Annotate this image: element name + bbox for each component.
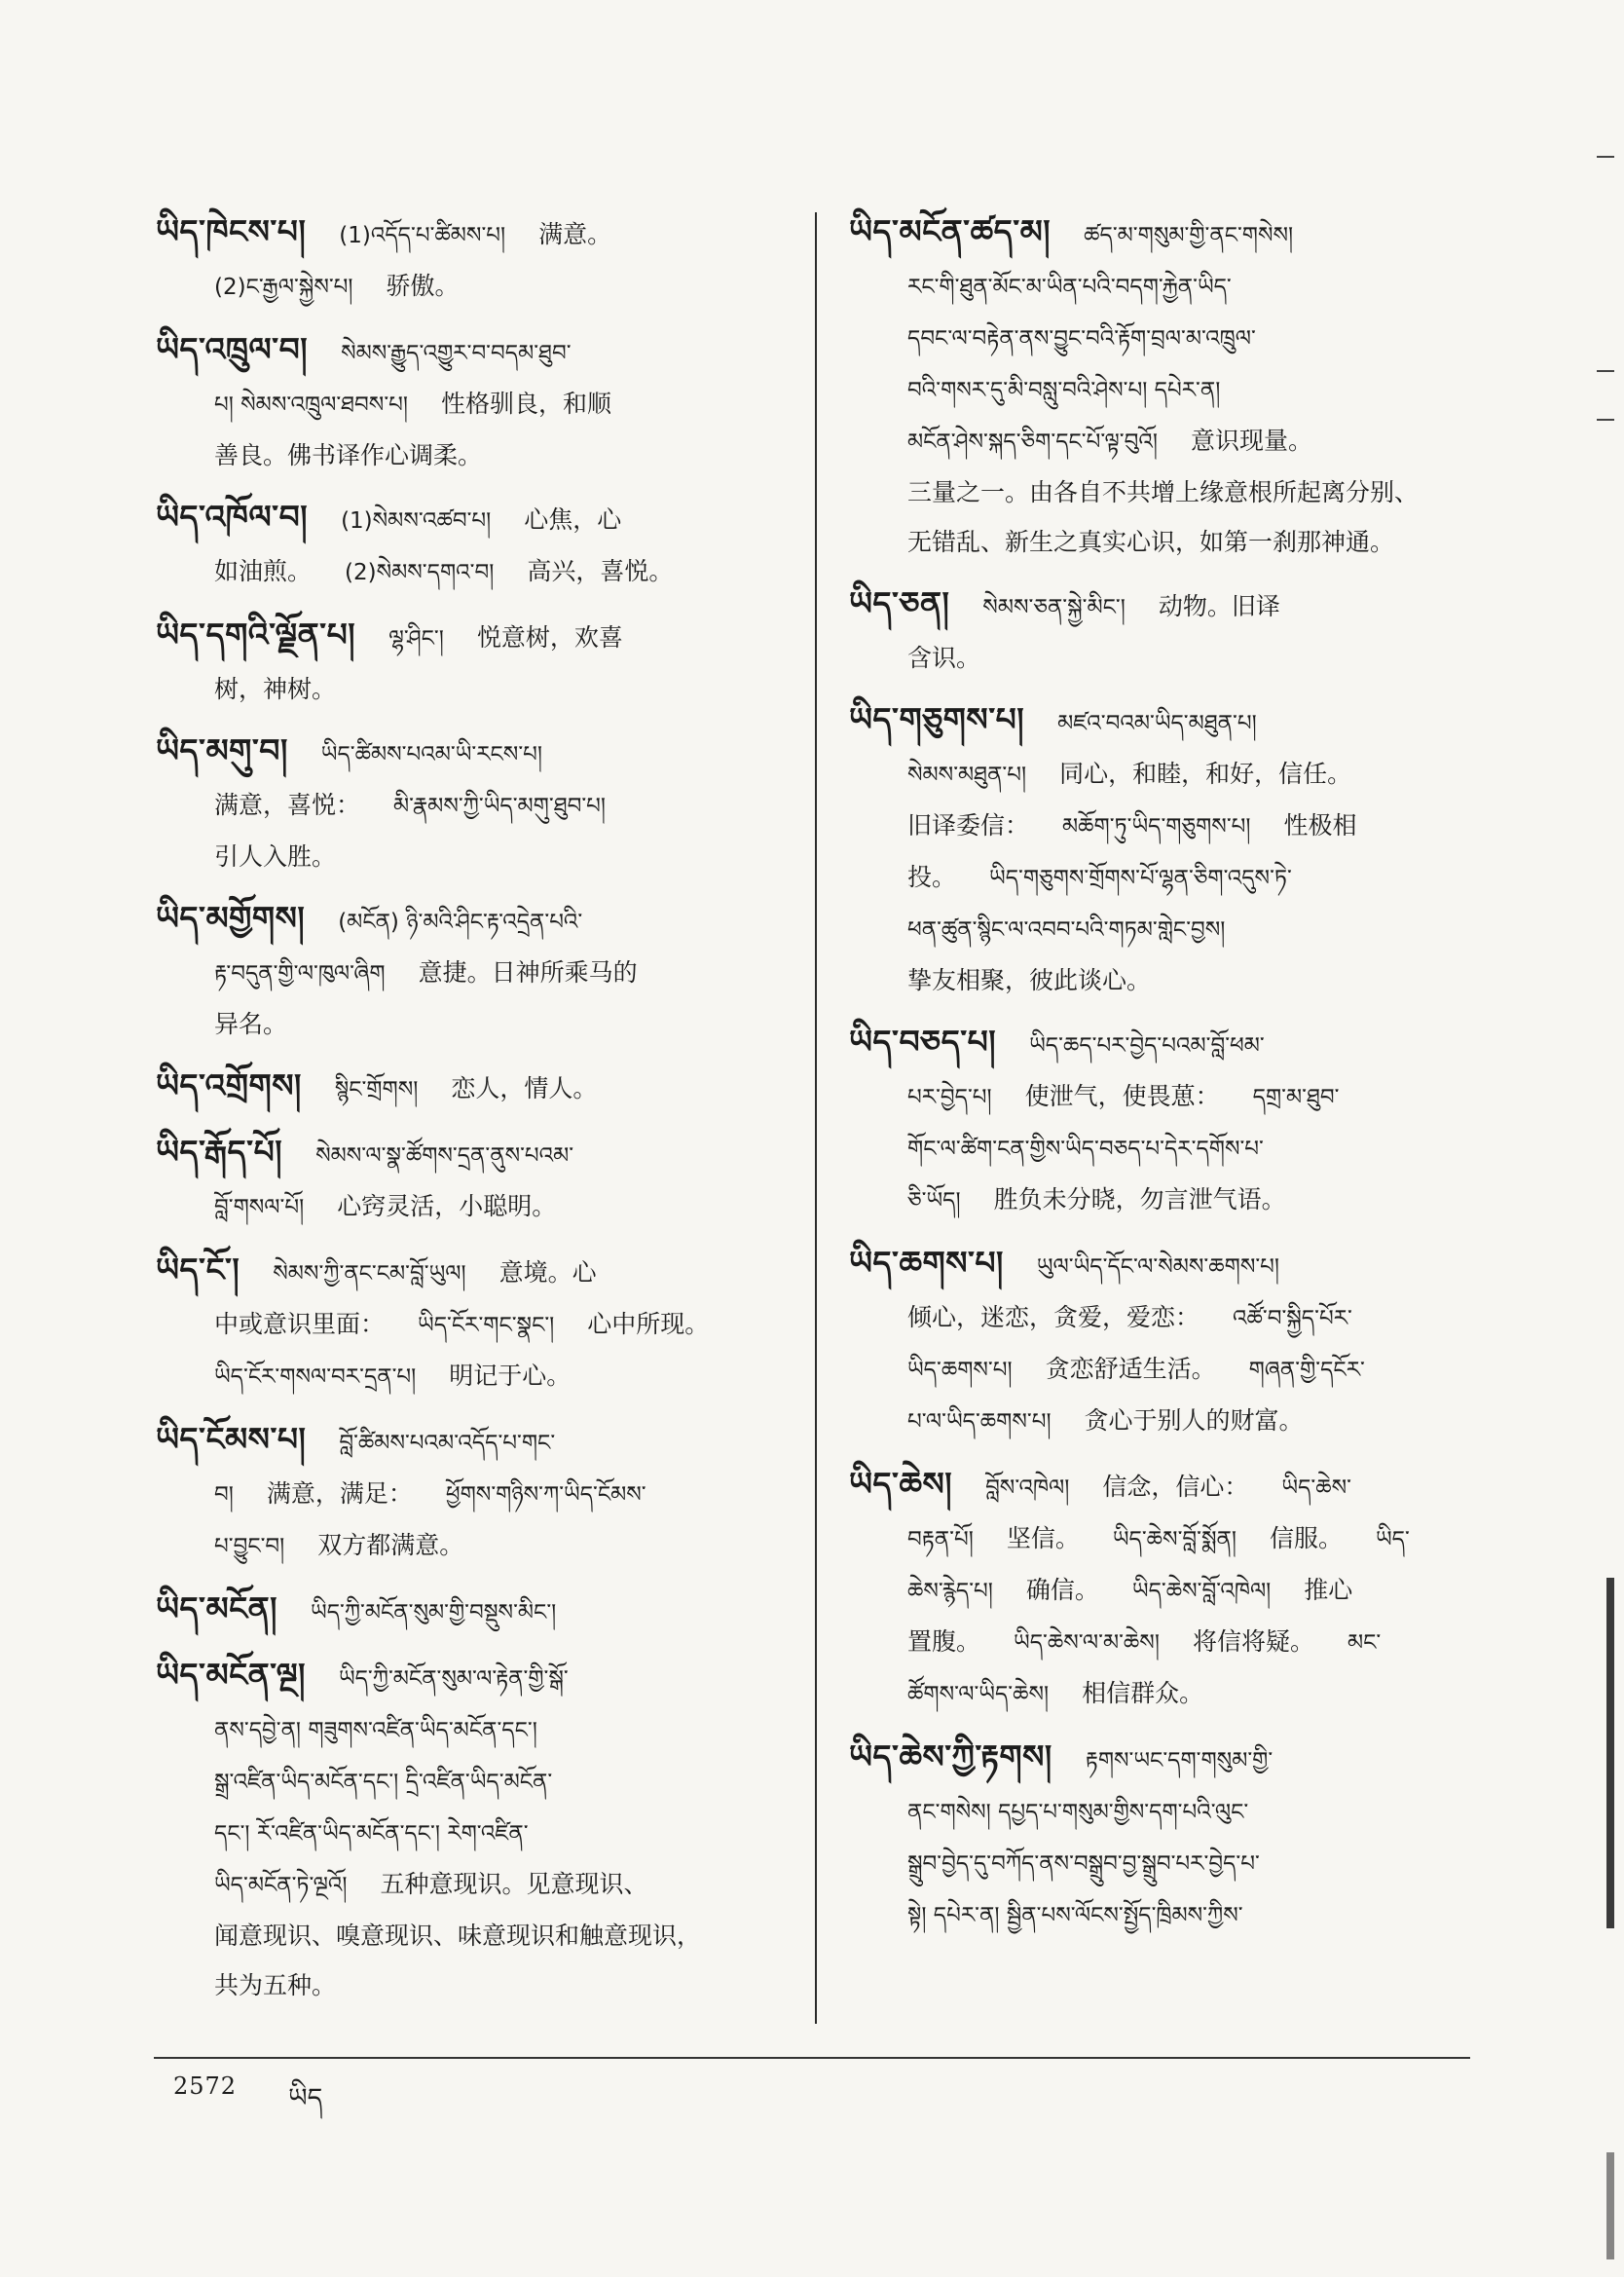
entry-line — [156, 1061, 789, 1115]
tibetan-definition: ཡིད་ཆེས་ — [1281, 1475, 1351, 1501]
entry-line — [849, 1238, 1482, 1292]
headword: ཡིད་ངོམས་པ། — [156, 1420, 307, 1458]
tibetan-definition: ཆེས་རྙེད་པ། — [907, 1579, 993, 1604]
tibetan-definition: སེམས་མཐུན་པ། — [907, 763, 1027, 788]
entry-line — [849, 1123, 1482, 1175]
entry-line — [156, 780, 789, 832]
tibetan-definition: དགྲ་མ་ཐུབ་ — [1252, 1085, 1340, 1110]
entry-line — [156, 1756, 789, 1808]
tibetan-definition: འཚོ་བ་སྐྱིད་པོར་ — [1233, 1306, 1352, 1331]
tibetan-definition: ཡུལ་ཡིད་དོང་ལ་སེམས་ཆགས་པ། — [1036, 1254, 1280, 1280]
tibetan-definition: གཞན་གྱི་དངོར་ — [1248, 1358, 1365, 1383]
tibetan-definition: ཡིད་མངོན་ཏེ་ལྔའོ། — [214, 1873, 348, 1898]
tibetan-definition: པ་བྱུང་བ། — [214, 1534, 285, 1559]
tibetan-definition: སེམས་ཅན་སྐྱེ་མིང་། — [982, 595, 1126, 620]
dictionary-entry — [156, 610, 789, 714]
tibetan-definition: ནས་དབྱེ་ན། གཟུགས་འཛིན་ཡིད་མངོན་དང་། — [214, 1718, 537, 1743]
tibetan-definition: རང་གི་ཐུན་མོང་མ་ཡིན་པའི་བདག་རྐྱེན་ཡིད་ — [907, 275, 1232, 300]
tibetan-definition: དང་། རོ་འཛིན་ཡིད་མངོན་དང་། རེག་འཛིན་ — [214, 1821, 529, 1847]
dictionary-entry — [849, 1017, 1482, 1226]
entry-line — [156, 893, 789, 948]
chinese-definition: 性极相 — [1283, 811, 1357, 840]
entry-line — [849, 517, 1482, 567]
chinese-definition: 动物。旧译 — [1158, 592, 1280, 620]
entry-line — [849, 1292, 1482, 1344]
tibetan-definition: མང་ — [1347, 1630, 1382, 1656]
chinese-definition: 骄傲。 — [386, 272, 460, 300]
chinese-definition: 投。 — [907, 863, 957, 891]
dictionary-entry — [849, 206, 1482, 567]
tibetan-definition: ཚོགས་ལ་ཡིད་ཆེས། — [907, 1682, 1050, 1707]
tibetan-definition: བློ་ཚིམས་པའམ་འདོད་པ་གང་ — [339, 1431, 556, 1456]
dictionary-entry — [156, 492, 789, 598]
tibetan-definition: ལྷ་ཤིང་། — [388, 626, 444, 652]
tibetan-definition: ཡིད་ཚིམས་པའམ་ཡི་རངས་པ། — [320, 742, 542, 767]
dictionary-entry — [156, 1127, 789, 1233]
tibetan-definition: ནང་གསེས། དཔྱད་པ་གསུམ་གྱིས་དག་པའི་ལུང་ — [907, 1800, 1249, 1825]
chinese-definition: 三量之一。由各自不共增上缘意根所起离分别、 — [907, 478, 1420, 506]
tibetan-definition: པ་ལ་ཡིད་ཆགས་པ། — [907, 1409, 1052, 1435]
tibetan-definition: གོང་ལ་ཚིག་ངན་གྱིས་ཡིད་བཅད་པ་དེར་དགོས་པ་ — [907, 1137, 1264, 1162]
tibetan-definition: ཡིད་གཅུགས་གྲོགས་པོ་ལྷན་ཅིག་འདུས་ཏེ་ — [989, 866, 1292, 891]
entry-line — [156, 430, 789, 480]
tibetan-definition: (1)སེམས་འཚབ་པ། — [341, 508, 492, 534]
tibetan-definition: སེམས་རྒྱུད་འགྱུར་བ་བདམ་ཐུབ་ — [341, 341, 572, 366]
tibetan-definition: སྒྲུབ་བྱེད་དུ་བཀོད་ནས་བསྒྲུབ་བྱ་སྒྲུབ་པར་བྱེད་པ་ — [907, 1851, 1260, 1877]
tibetan-definition: སྒྲ་འཛིན་ཡིད་མངོན་དང་། དྲི་འཛིན་ཡིད་མངོན་ — [214, 1770, 553, 1795]
tibetan-definition: བློ་གསལ་པོ། — [214, 1195, 305, 1220]
running-head: ཡིད — [288, 2083, 323, 2113]
entry-line — [156, 726, 789, 780]
chinese-definition: 满意，满足： — [266, 1479, 413, 1508]
entry-line — [156, 1520, 789, 1572]
entry-line — [849, 1838, 1482, 1889]
entry-line — [849, 467, 1482, 517]
entry-line — [849, 1889, 1482, 1941]
chinese-definition: 树，神树。 — [214, 675, 337, 703]
tibetan-definition: པ། སེམས་འཁྲུལ་ཐབས་པ། — [214, 392, 408, 418]
chinese-definition: 同心，和睦，和好，信任。 — [1059, 760, 1352, 788]
tibetan-definition: བརྟན་པོ། — [907, 1527, 974, 1552]
scan-tick-mark — [1597, 156, 1614, 158]
chinese-definition: 满意。 — [538, 220, 612, 248]
tibetan-definition: ཡིད་ངོར་གང་སྣང་། — [418, 1313, 555, 1338]
chinese-definition: 心焦，心 — [524, 505, 622, 534]
chinese-definition: 心中所现。 — [587, 1310, 710, 1338]
tibetan-definition: སྙིང་གྲོགས། — [334, 1077, 419, 1102]
tibetan-definition: ཡིད་ཆགས་པ། — [907, 1358, 1013, 1383]
tibetan-definition: བ། — [214, 1482, 234, 1508]
chinese-definition: 倾心，迷恋，贪爱，爱恋： — [907, 1303, 1200, 1331]
entry-line — [849, 694, 1482, 749]
entry-line — [849, 1396, 1482, 1447]
headword: ཡིད་མངོན་ཚད་མ། — [849, 212, 1052, 250]
chinese-definition: 异名。 — [214, 1010, 288, 1038]
page-number: 2572 — [173, 2072, 238, 2100]
dictionary-entry — [156, 206, 789, 313]
dictionary-entry — [156, 893, 789, 1049]
entry-line — [156, 1859, 789, 1911]
entry-line — [156, 1351, 789, 1402]
entry-line — [849, 1344, 1482, 1396]
right-column — [849, 206, 1482, 1953]
chinese-definition: 推心 — [1304, 1576, 1353, 1604]
chinese-definition: 高兴，喜悦。 — [527, 557, 674, 585]
entry-line — [849, 955, 1482, 1005]
dictionary-entry — [849, 694, 1482, 1005]
entry-line — [849, 364, 1482, 416]
headword: ཡིད་མགྱོགས། — [156, 899, 306, 937]
tibetan-definition: དབང་ལ་བརྟེན་ནས་བྱུང་བའི་རྟོག་བྲལ་མ་འཁྲུལ་ — [907, 326, 1256, 352]
chinese-definition: 双方都满意。 — [317, 1531, 464, 1559]
chinese-definition: 含识。 — [907, 644, 981, 672]
chinese-definition: 明记于心。 — [449, 1362, 572, 1390]
chinese-definition: 胜负未分晓，勿言泄气语。 — [993, 1185, 1286, 1213]
headword: ཡིད་མགུ་བ། — [156, 731, 288, 769]
scan-tick-mark — [1597, 370, 1614, 372]
tibetan-definition: ཡིད་ངོར་གསལ་བར་དྲན་པ། — [214, 1364, 417, 1390]
headword: ཡིད་མངོན། — [156, 1589, 278, 1627]
entry-line — [156, 1245, 789, 1299]
entry-line — [849, 801, 1482, 852]
scan-edge-mark — [1606, 1578, 1614, 1928]
footer-rule — [154, 2057, 1470, 2059]
tibetan-definition: ཡིད་ཆེས་ལ་མ་ཆེས། — [1014, 1630, 1160, 1656]
entry-line — [849, 852, 1482, 904]
chinese-definition: 将信将疑。 — [1192, 1627, 1314, 1656]
entry-line — [156, 492, 789, 546]
entry-line — [849, 1175, 1482, 1226]
chinese-definition: 悦意树，欢喜 — [476, 623, 623, 652]
chinese-definition: 心窍灵活，小聪明。 — [337, 1192, 557, 1220]
tibetan-definition: ཡིད་ཆད་པར་བྱེད་པའམ་བློ་ཕམ་ — [1029, 1033, 1265, 1059]
entry-line — [849, 261, 1482, 313]
tibetan-definition: ཅི་ཡོད། — [907, 1188, 961, 1213]
tibetan-definition: ཡིད་ཆེས་བློ་འཁེལ། — [1131, 1579, 1272, 1604]
chinese-definition: 中或意识里面： — [214, 1310, 386, 1338]
tibetan-definition: ཕན་ཚུན་སྙིང་ལ་འབབ་པའི་གཏམ་གླེང་བྱས། — [907, 917, 1226, 943]
chinese-definition: 意境。心 — [498, 1258, 597, 1287]
tibetan-definition: རྟགས་ཡང་དག་གསུམ་གྱི་ — [1085, 1748, 1273, 1773]
chinese-definition: 意识现量。 — [1190, 427, 1312, 455]
headword: ཡིད་བཅད་པ། — [849, 1023, 997, 1061]
entry-line — [849, 1565, 1482, 1617]
entry-line — [156, 1650, 789, 1704]
headword: ཡིད་ངོ་། — [156, 1250, 240, 1288]
headword: ཡིད་ཆེས། — [849, 1465, 953, 1503]
tibetan-definition: ཡིད་ཀྱི་མངོན་སུམ་ལ་རྟེན་གྱི་སྒོ་ — [338, 1666, 569, 1692]
entry-line — [849, 1071, 1482, 1123]
entry-line — [156, 379, 789, 430]
chinese-definition: 信念，信心： — [1102, 1473, 1249, 1501]
headword: ཡིད་འགྲོགས། — [156, 1066, 302, 1104]
tibetan-definition: རྟ་བདུན་གྱི་ལ་ཁུལ་ཞིག — [214, 961, 386, 987]
headword: ཡིད་དགའི་ལྗོན་པ། — [156, 616, 356, 653]
headword: ཡིད་འཁྲུལ་བ། — [156, 330, 309, 368]
chinese-definition: 信服。 — [1269, 1524, 1343, 1552]
tibetan-definition: ཡིད་ཆེས་བློ་སྨོན། — [1112, 1527, 1236, 1552]
entry-line — [156, 1704, 789, 1756]
entry-line — [156, 261, 789, 313]
entry-line — [156, 1960, 789, 2010]
entry-line — [849, 1017, 1482, 1071]
chinese-definition: 贪恋舒适生活。 — [1045, 1355, 1216, 1383]
entry-line — [849, 1617, 1482, 1668]
entry-line — [156, 1299, 789, 1351]
headword: ཡིད་ཅན། — [849, 584, 950, 622]
tibetan-definition: བློས་འཁེལ། — [985, 1475, 1070, 1501]
chinese-definition: 善良。佛书译作心调柔。 — [214, 441, 483, 469]
headword: ཡིད་གཅུགས་པ། — [849, 700, 1025, 738]
tibetan-definition: (2)ང་རྒྱལ་སྐྱེས་པ། — [214, 275, 353, 300]
dictionary-entry — [849, 1238, 1482, 1447]
entry-line — [849, 416, 1482, 467]
dictionary-entry — [156, 726, 789, 881]
chinese-definition: 贪心于别人的财富。 — [1084, 1406, 1304, 1435]
entry-line — [156, 948, 789, 999]
left-column — [156, 206, 789, 2022]
headword: ཡིད་མངོན་ལྔ། — [156, 1656, 306, 1694]
entry-line — [849, 1732, 1482, 1786]
tibetan-definition: (1)འདོད་པ་ཚིམས་པ། — [339, 223, 506, 248]
entry-line — [156, 206, 789, 261]
dictionary-entry — [156, 1061, 789, 1115]
tibetan-definition: སེམས་ཀྱི་ནང་ངམ་བློ་ཡུལ། — [273, 1261, 466, 1287]
entry-line — [156, 832, 789, 881]
entry-line — [156, 1469, 789, 1520]
dictionary-entry — [156, 1245, 789, 1402]
dictionary-entry — [849, 1459, 1482, 1720]
dictionary-entry — [156, 1650, 789, 2010]
tibetan-definition: ཚད་མ་གསུམ་གྱི་ནང་གསེས། — [1084, 223, 1294, 248]
entry-line — [849, 749, 1482, 801]
entry-line — [849, 1668, 1482, 1720]
entry-line — [849, 1459, 1482, 1513]
headword: ཡིད་འཁོལ་བ། — [156, 498, 309, 536]
chinese-definition: 旧译委信： — [907, 811, 1030, 840]
entry-line — [156, 1181, 789, 1233]
entry-line — [156, 1414, 789, 1469]
entry-line — [156, 1127, 789, 1181]
tibetan-definition: ཡིད་ — [1375, 1527, 1410, 1552]
entry-line — [849, 904, 1482, 955]
tibetan-definition: སེམས་ལ་སྣ་ཚོགས་དྲན་ནུས་པའམ་ — [315, 1143, 574, 1169]
tibetan-definition: ཕྱོགས་གཉིས་ཀ་ཡིད་ངོམས་ — [445, 1482, 646, 1508]
chinese-definition: 性格驯良，和顺 — [441, 390, 612, 418]
column-divider — [815, 212, 817, 2024]
entry-line — [156, 999, 789, 1049]
chinese-definition: 相信群众。 — [1082, 1679, 1204, 1707]
tibetan-definition: མཆོག་ཏུ་ཡིད་གཅུགས་པ། — [1062, 814, 1251, 840]
chinese-definition: 置腹。 — [907, 1627, 981, 1656]
tibetan-definition: མི་རྣམས་ཀྱི་ཡིད་མགུ་ཐུབ་པ། — [393, 794, 607, 819]
dictionary-entry — [156, 1414, 789, 1572]
chinese-definition: 如油煎。 — [214, 557, 313, 585]
chinese-definition: 意捷。日神所乘马的 — [418, 958, 638, 987]
entry-line — [849, 1786, 1482, 1838]
chinese-definition: 五种意现识。见意现识、 — [380, 1870, 648, 1898]
tibetan-definition: ཡིད་ཀྱི་མངོན་སུམ་གྱི་བསྡུས་མིང་། — [311, 1600, 557, 1625]
entry-line — [156, 546, 789, 598]
chinese-definition: 挚友相聚，彼此谈心。 — [907, 966, 1152, 994]
chinese-definition: 无错乱、新生之真实心识，如第一刹那神通。 — [907, 528, 1395, 556]
dictionary-entry — [156, 1584, 789, 1638]
chinese-definition: 使泄气，使畏葸： — [1024, 1082, 1220, 1110]
entry-line — [849, 1513, 1482, 1565]
entry-line — [849, 313, 1482, 364]
entry-line — [156, 610, 789, 664]
entry-line — [156, 1911, 789, 1960]
entry-line — [156, 664, 789, 714]
tibetan-definition: སྟེ། དཔེར་ན། སྦྱིན་པས་ལོངས་སྤྱོད་ཁྲིམས་ཀྱིས་ — [907, 1903, 1243, 1928]
entry-line — [849, 633, 1482, 683]
chinese-definition: 坚信。 — [1006, 1524, 1080, 1552]
scan-edge-mark — [1606, 2152, 1614, 2259]
headword: ཡིད་རྒོད་པོ། — [156, 1133, 283, 1171]
chinese-definition: 共为五种。 — [214, 1971, 337, 1999]
chinese-definition: 满意，喜悦： — [214, 791, 361, 819]
chinese-definition: 闻意现识、嗅意现识、味意现识和触意现识， — [214, 1922, 702, 1950]
dictionary-entry — [849, 1732, 1482, 1941]
dictionary-entry — [849, 579, 1482, 683]
tibetan-definition: (2)སེམས་དགའ་བ། — [345, 560, 495, 585]
entry-line — [156, 1808, 789, 1859]
headword: ཡིད་ཁེངས་པ། — [156, 212, 307, 250]
chinese-definition: 恋人，情人。 — [451, 1074, 598, 1102]
chinese-definition: 确信。 — [1025, 1576, 1099, 1604]
entry-line — [849, 579, 1482, 633]
headword: ཡིད་ཆགས་པ། — [849, 1244, 1004, 1282]
tibetan-definition: བའི་གསར་དུ་མི་བསླུ་བའི་ཤེས་པ། དཔེར་ན། — [907, 378, 1221, 403]
tibetan-definition: (མངོན) ཉི་མའི་ཤིང་རྟ་འདྲེན་པའི་ — [338, 910, 583, 935]
tibetan-definition: མཛའ་བའམ་ཡིད་མཐུན་པ། — [1057, 711, 1257, 736]
entry-line — [849, 206, 1482, 261]
entry-line — [156, 1584, 789, 1638]
headword: ཡིད་ཆེས་ཀྱི་རྟགས། — [849, 1737, 1052, 1775]
dictionary-entry — [156, 324, 789, 480]
tibetan-definition: མངོན་ཤེས་སྐད་ཅིག་དང་པོ་ལྟ་བུའོ། — [907, 429, 1158, 455]
tibetan-definition: པར་བྱེད་པ། — [907, 1085, 992, 1110]
entry-line — [156, 324, 789, 379]
chinese-definition: 引人入胜。 — [214, 842, 337, 871]
scan-tick-mark — [1597, 419, 1614, 421]
